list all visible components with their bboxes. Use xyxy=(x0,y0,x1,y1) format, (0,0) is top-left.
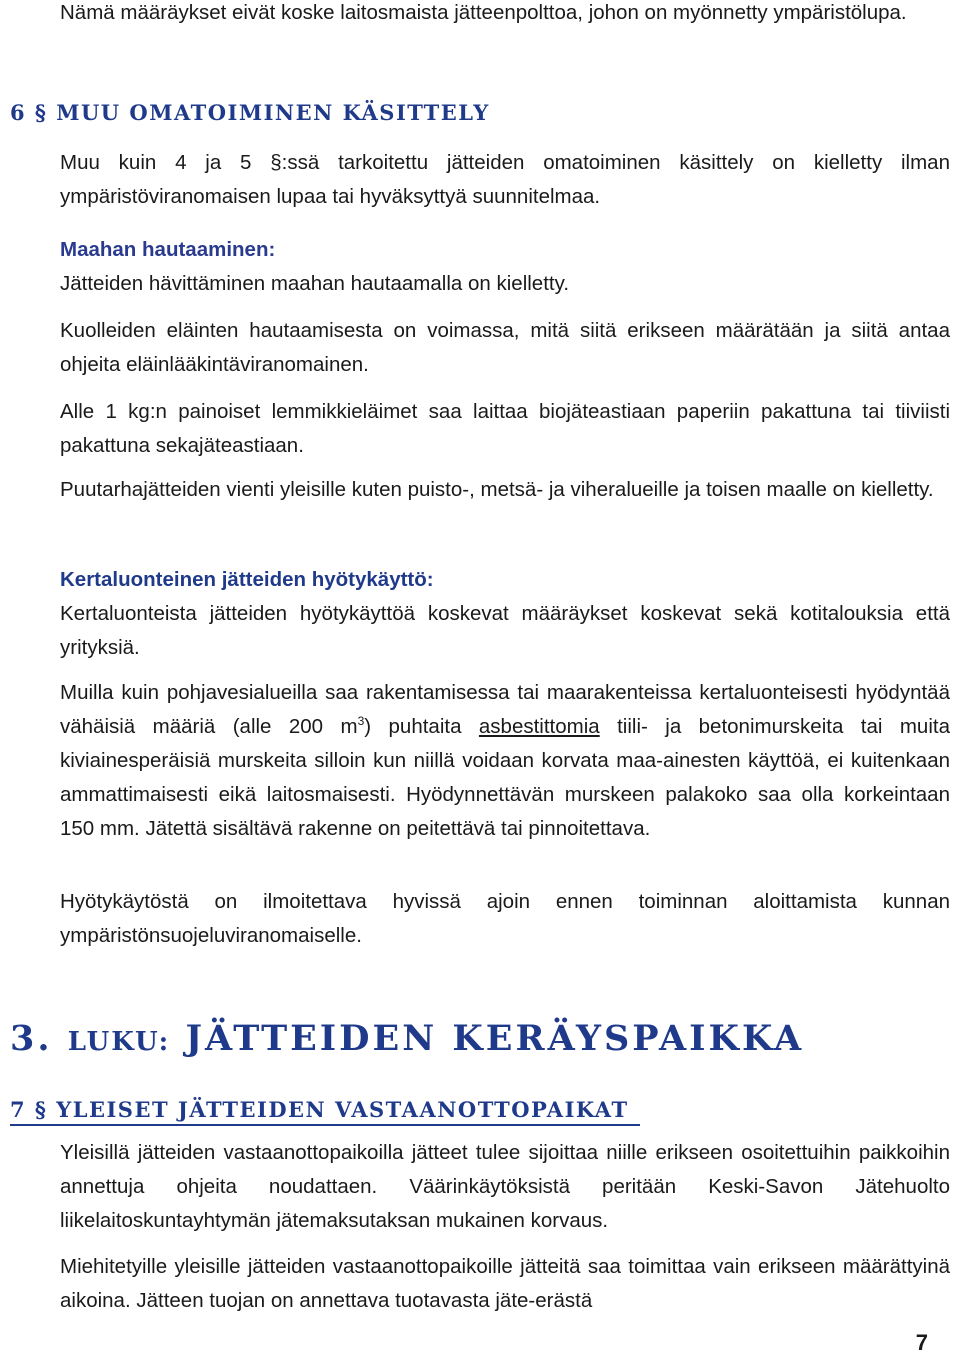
reuse-title: Kertaluonteinen jätteiden hyötykäyttö: xyxy=(60,568,434,591)
pets-paragraph: Alle 1 kg:n painoiset lemmikkieläimet saa laittaa biojäteastiaan paperiin pakattuna tai tiiviisti pakattuna sekajäteastiaan. xyxy=(60,400,950,457)
garden-paragraph: Puutarhajätteiden vienti yleisille kuten puisto-, metsä- ja viheralueille ja toisen maalle on kielletty. xyxy=(60,478,934,501)
chapter-heading xyxy=(10,1018,804,1059)
burial-block xyxy=(60,233,950,301)
chapter-label: LUKU: xyxy=(67,1027,171,1057)
page-number: 7 xyxy=(915,1330,928,1355)
groundwater-text-1: Muilla kuin pohjavesialueilla saa rakentamisessa tai maarakenteissa kertaluonteisesti hyödyntää vähäisiä määriä (alle 200 m xyxy=(60,681,950,738)
groundwater-paragraph xyxy=(60,676,950,846)
groundwater-superscript: 3 xyxy=(357,714,365,729)
chapter-title: JÄTTEIDEN KERÄYSPAIKKA xyxy=(185,1018,805,1059)
section-6-heading: 6 § MUU OMATOIMINEN KÄSITTELY xyxy=(10,100,490,125)
reuse-text: Kertaluonteista jätteiden hyötykäyttöä koskevat määräykset koskevat sekä kotitalouksia että yrityksiä. xyxy=(60,602,950,659)
section-7-paragraph-2: Miehitetyille yleisille jätteiden vastaanottopaikoille jätteitä saa toimittaa vain erikseen määrättyinä aikoina. Jätteen tuojan on annettava tuotavasta jäte-erästä xyxy=(60,1255,950,1312)
section-6-text: Muu kuin 4 ja 5 §:ssä tarkoitettu jätteiden omatoiminen käsittely on kielletty ilman ympäristöviranomaisen lupaa tai hyväksyttyä suunnitelmaa. xyxy=(60,151,950,208)
chapter-number: 3. xyxy=(10,1018,53,1059)
groundwater-text-2: ) puhtaita xyxy=(364,715,479,738)
groundwater-text-3: tiili- ja betonimurskeita tai muita kiviainesperäisiä murskeita silloin kun niillä voidaan korvata maa-ainesten käyttöä, ei kuitenkaan ammattimaisesti eikä laitosmaisesti. Hyödynnettävän murskeen palakoko saa olla korkeintaan 150 mm. Jätettä sisältävä rakenne on peitettävä tai pinnoitettava. xyxy=(60,715,950,840)
asbestos-free-link[interactable]: asbestittomia xyxy=(478,715,600,738)
section-7-paragraph-1: Yleisillä jätteiden vastaanottopaikoilla jätteet tulee sijoittaa niille erikseen osoitettuihin paikkoihin annettuja ohjeita noudattaen. Väärinkäytöksistä peritään Keski-Savon Jätehuolto liikelaitoskuntayhtymän jätemaksutaksan mukainen korvaus. xyxy=(60,1141,950,1232)
notify-paragraph: Hyötykäytöstä on ilmoitettava hyvissä ajoin ennen toiminnan aloittamista kunnan ympäristönsuojeluviranomaiselle. xyxy=(60,890,950,947)
reuse-block xyxy=(60,563,950,665)
burial-text: Jätteiden hävittäminen maahan hautaamalla on kielletty. xyxy=(60,272,570,295)
animals-paragraph: Kuolleiden eläinten hautaamisesta on voimassa, mitä siitä erikseen määrätään ja siitä antaa ohjeita eläinlääkintäviranomainen. xyxy=(60,319,950,376)
intro-paragraph: Nämä määräykset eivät koske laitosmaista jätteenpolttoa, johon on myönnetty ympäristölupa. xyxy=(60,1,907,24)
section-7-heading: 7 § YLEISET JÄTTEIDEN VASTAANOTTOPAIKAT xyxy=(10,1097,640,1126)
burial-title: Maahan hautaaminen: xyxy=(60,238,276,261)
